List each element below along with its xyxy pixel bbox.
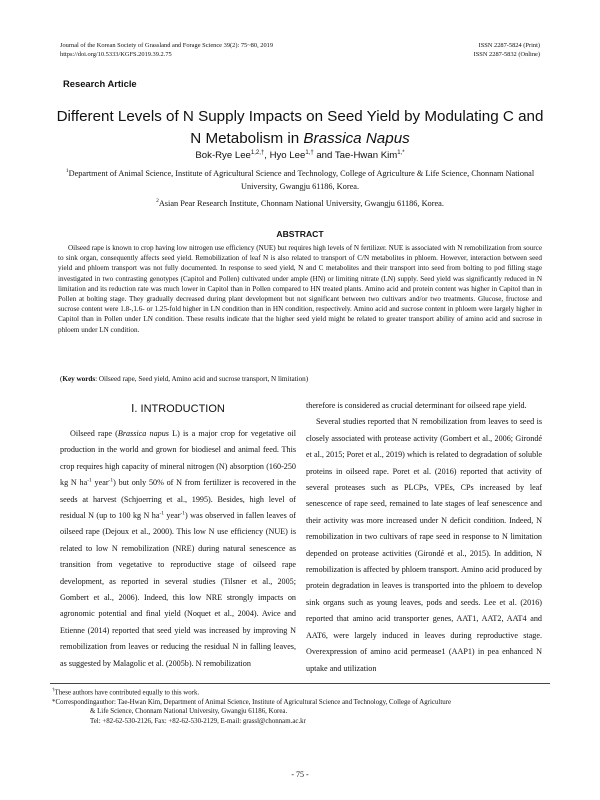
page-number: - 75 -: [291, 770, 309, 779]
author-list: Bok-Rye Lee$^{1,2,\dagger}$, Hyo Lee$^{1,\dagger}$ and Tae-Hwan Kim$^{1,*}$: [195, 150, 405, 162]
intro-paragraph-2: Several studies reported that N remobilization from leaves to seed is closely associated with protease activity (Gombert et al., 2006; Girondé et al., 2015; Poret et al., 2019) which is related to degradation of soluble proteins in oilseed rape. Poret et al. (2016) reported that activity of several proteases such as PLCPs, VPEs, CPs increased by leaf senescence of rape seed, remained to late stages of leaf senescence and their activity was more increased under N deficit condition. Indeed, N remobilization in two cultivars of rape seed in response to N limitation depended on protease activities (Girondé et al., 2015). In addition, N remobilization is affected by phloem transport. Amino acid produced by protein degradation in leaves is transported into the phloem to develop sink organs such as young leaves, pods and seeds. Lee et al. (2016) reported that amino acid transporter genes, AAT1, AAT2, AAT4 and AAT6, were largely induced in leaves during reproductive stage. Overexpression of amino acid permease1 (AAP1) in pea enhanced N uptake and utilization: [306, 417, 542, 673]
author-1-affiliation: 1,2,†: [250, 150, 265, 156]
right-column: [306, 398, 542, 677]
title-line-2: [40, 128, 560, 150]
footnote-equal-contribution: [52, 686, 550, 698]
paper-title: [40, 106, 560, 150]
journal-citation: [60, 41, 273, 59]
journal-line: Journal of the Korean Society of Grassland and Forage Science 39(2): 75~80, 2019: [60, 42, 274, 49]
title-species: Brassica Napus: [303, 130, 410, 147]
author-1: Bok-Rye Lee: [195, 150, 251, 162]
correspondence-text: Tae-Hwan Kim, Department of Animal Science, Institute of Agricultural Science and Technology, College of Agriculture: [117, 698, 452, 706]
abstract-body: Oilseed rape is known to crop having low nitrogen use efficiency (NUE) but requires high levels of N fertilizer. NUE is associated with N remobilization from source to sink organ, consequently affects seed yield. Remobilization of leaf N is also related to transport of C/N metabolites in phloem. However, interaction between seed yield and phloem transport was not fully documented. In response to seed yield, N and C metabolites and their transport into seed from bolting to pod filling stage investigated in two contrasting genotypes (Capitol and Pollen) cultivated under ample (HN) or limiting nitrate (LN) supply. Seed yield was significantly reduced in N limitation and its reduction rate was much lower in Capitol than in Pollen compared to HN treated plants. Amino acid and protein content was higher in Capitol than in Pollen at bolting stage. They gradually decreased during plant development but not significant between two cultivars and/or two treatments. Glucose, fructose and sucrose content were 1.8-,1.6- or 1.25-fold higher in LN condition than in HN condition, respectively. Amino acid and sucrose content in phloem were largely higher in Capitol than in Pollen under LN condition. These results indicate that the higher seed yield might be related to greater transport ability of amino acid and sucrose in phloem under LN condition.: [58, 244, 542, 334]
author-3-affiliation: 1,*: [397, 150, 405, 156]
author-2: Hyo Lee: [269, 150, 306, 162]
title-line-2-text: N Metabolism in: [190, 130, 304, 147]
author-connector: and: [316, 150, 333, 162]
affiliation-2-marker: 2: [156, 198, 159, 204]
issn-print: ISSN 2287-5824 (Print): [478, 42, 540, 49]
correspondence-label: *Correspondingauthor:: [52, 698, 116, 706]
affiliation-1: [50, 165, 550, 193]
intro-paragraph-1: [60, 426, 296, 672]
keywords-text: : Oilseed rape, Seed yield, Amino acid and sucrose transport, N limitation): [95, 375, 309, 383]
author-3: Tae-Hwan Kim: [334, 150, 398, 162]
intro-heading: Ⅰ. INTRODUCTION: [131, 403, 225, 415]
footnote-contact: Tel: +82-62-530-2126, Fax: +82-62-530-2129, E-mail: grassl@chonnam.ac.kr: [90, 718, 306, 726]
keywords: (Key words: Oilseed rape, Seed yield, Amino acid and sucrose transport, N limitation): [60, 375, 309, 383]
species-name: Brassica napus: [117, 429, 169, 438]
footnote-divider: [50, 683, 550, 684]
footnote-text: These authors have contributed equally to this work.: [54, 689, 200, 697]
left-column: [60, 398, 296, 672]
unit-exponent: -1: [108, 477, 114, 484]
article-type-label: Research Article: [63, 78, 137, 89]
footnote-correspondence-cont: & Life Science, Chonnam National University, Gwangju 61186, Korea.: [90, 708, 288, 716]
keywords-label: Key words: [62, 375, 96, 383]
doi-link[interactable]: https://doi.org/10.5333/KGFS.2019.39.2.75: [60, 51, 172, 58]
issn-online: ISSN 2287-5832 (Online): [473, 51, 540, 58]
affiliation-1-marker: 1: [65, 168, 69, 174]
intro-text: Oilseed rape (: [70, 429, 118, 438]
intro-text: year: [164, 511, 181, 521]
intro-text: ) was observed in fallen leaves of oilseed rape (Dejoux et al., 2000). This low N use efficiency (NUE) is related to low N remobilization (NRE) during natural senescence as transition from vegetative to reproductive stage of oilseed rape development, as reported in several studies (Tilsner et al., 2005; Gombert et al., 2006). Indeed, this low NRE strongly impacts on agronomic potential and final yield (Noquet et al., 2004). Avice and Etienne (2014) reported that seed yield was increased by improving N remobilization from leaves or reducing the residual N in falling leaves, as suggested by Malagolic et al. (2005b). N remobilization: [60, 511, 297, 668]
affiliation-2: [50, 195, 550, 210]
intro-text: ) but only 50% of N from fertilizer is recovered in the seeds at harvest (Schjoerring et al., 1995). Besides, high level of residual N (up to 100 kg N ha: [60, 478, 296, 521]
abstract-heading: ABSTRACT: [276, 229, 324, 239]
footnotes: [52, 686, 550, 727]
issn-block: [474, 41, 540, 59]
intro-paragraph-1-cont: therefore is considered as crucial determinant for oilseed rape yield.: [306, 401, 527, 410]
title-line-1: Different Levels of N Supply Impacts on Seed Yield by Modulating C and: [56, 108, 544, 125]
unit-exponent: -1: [159, 510, 165, 517]
unit-exponent: -1: [87, 477, 92, 484]
intro-text: L) is a major crop for vegetative oil production in the world and grown for biodiesel and animal feed. This crop requires high capacity of mineral nitrogen (N) absorption (160-250 kg N ha: [60, 429, 296, 488]
footnote-correspondence: [52, 698, 550, 708]
author-2-affiliation: 1,†: [305, 150, 314, 156]
unit-exponent: -1: [180, 510, 186, 517]
affiliation-2-text: Asian Pear Research Institute, Chonnam National University, Gwangju 61186, Korea.: [158, 198, 444, 208]
intro-text: year: [91, 478, 109, 488]
footnote-marker: †: [52, 688, 55, 693]
affiliation-1-text: Department of Animal Science, Institute of Agricultural Science and Technology, College of Agriculture & Life Science, Chonnam National University, Gwangju 61186, Korea.: [68, 168, 535, 191]
